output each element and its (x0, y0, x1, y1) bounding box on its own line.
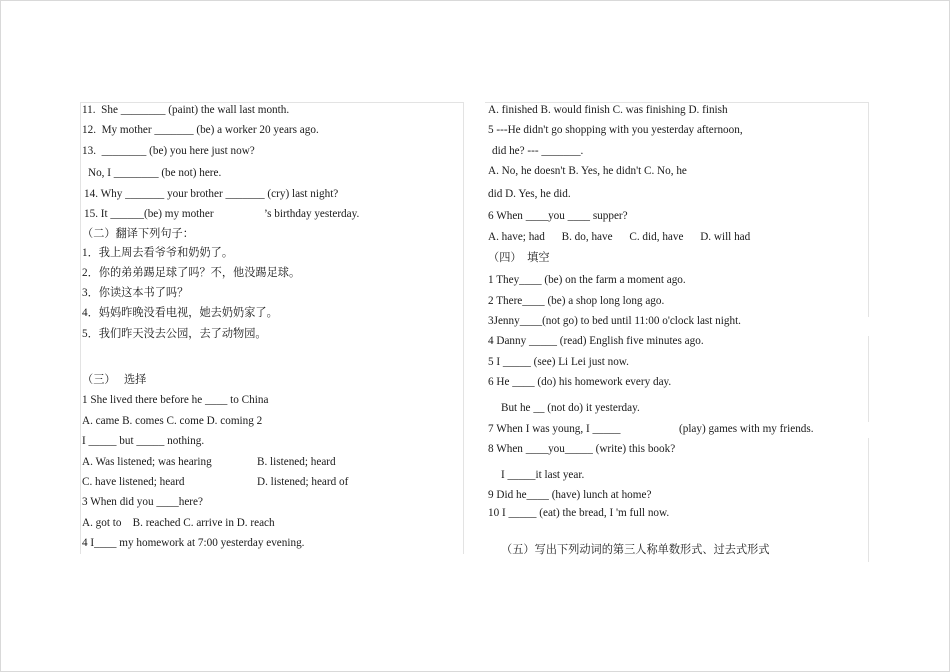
fill-10: 10 I _____ (eat) the bread, I 'm full now. (488, 507, 670, 519)
left-column-right-rule (463, 102, 464, 554)
choice-2-option-c: C. have listened; heard (82, 476, 185, 488)
section-2-heading: （二）翻译下列句子： (82, 228, 194, 240)
choice-5-continued: did he? --- _______. (492, 145, 584, 157)
choice-6-options: A. have; had B. do, have C. did, have D. will had (488, 231, 751, 243)
choice-2: I _____ but _____ nothing. (82, 435, 205, 447)
fill-2: 2 There____ (be) a shop long long ago. (488, 295, 665, 307)
fill-6-continued: But he __ (not do) it yesterday. (501, 402, 640, 414)
choice-3-options: A. got to B. reached C. arrive in D. reach (82, 517, 275, 529)
section-4-heading: （四） 填空 (488, 252, 550, 264)
choice-5-options-line-1: A. No, he doesn't B. Yes, he didn't C. No, he (488, 165, 687, 177)
fill-1: 1 They____ (be) on the farm a moment ago. (488, 274, 686, 286)
fill-7-part-b: (play) games with my friends. (679, 423, 814, 435)
choice-5: 5 ---He didn't go shopping with you yesterday afternoon, (488, 124, 743, 136)
right-column-right-rule-upper (868, 102, 869, 317)
question-13-answer: No, I ________ (be not) here. (88, 167, 222, 179)
question-13: 13. ________ (be) you here just now? (82, 145, 255, 157)
question-11: 11. She ________ (paint) the wall last month. (82, 104, 290, 116)
right-column-right-rule-middle (868, 336, 869, 422)
translate-item-4: 4．妈妈昨晚没看电视，她去奶奶家了。 (82, 307, 278, 319)
question-14: 14. Why _______ your brother _______ (cry) last night? (84, 188, 339, 200)
choice-3: 3 When did you ____here? (82, 496, 203, 508)
right-column-right-rule-lower (868, 438, 869, 562)
question-15-part-b: ’s birthday yesterday. (264, 208, 360, 220)
choice-4: 4 I____ my homework at 7:00 yesterday evening. (82, 537, 305, 549)
translate-item-3: 3．你读这本书了吗？ (82, 287, 189, 299)
choice-1-options: A. came B. comes C. come D. coming 2 (82, 415, 263, 427)
choice-1: 1 She lived there before he ____ to China (82, 394, 269, 406)
question-12: 12. My mother _______ (be) a worker 20 years ago. (82, 124, 319, 136)
choice-4-options: A. finished B. would finish C. was finishing D. finish (488, 104, 728, 116)
fill-4: 4 Danny _____ (read) English five minutes ago. (488, 335, 704, 347)
fill-6: 6 He ____ (do) his homework every day. (488, 376, 672, 388)
choice-2-option-d: D. listened; heard of (257, 476, 349, 488)
translate-item-2: 2．你的弟弟踢足球了吗？不，他没踢足球。 (82, 267, 301, 279)
left-column-left-rule (80, 102, 81, 554)
fill-8: 8 When ____you_____ (write) this book? (488, 443, 676, 455)
choice-6: 6 When ____you ____ supper? (488, 210, 628, 222)
choice-5-options-line-2: did D. Yes, he did. (488, 188, 571, 200)
translate-item-1: 1．我上周去看爷爷和奶奶了。 (82, 247, 234, 259)
fill-7-part-a: 7 When I was young, I _____ (488, 423, 621, 435)
fill-3: 3Jenny____(not go) to bed until 11:00 o'clock last night. (488, 315, 741, 327)
translate-item-5: 5．我们昨天没去公园，去了动物园。 (82, 328, 267, 340)
choice-2-option-a: A. Was listened; was hearing (82, 456, 212, 468)
section-3-heading: （三） 选择 (82, 374, 147, 386)
choice-2-option-b: B. listened; heard (257, 456, 336, 468)
fill-9: 9 Did he____ (have) lunch at home? (488, 489, 652, 501)
fill-8-continued: I _____it last year. (501, 469, 585, 481)
fill-5: 5 I _____ (see) Li Lei just now. (488, 356, 629, 368)
question-15-part-a: 15. It ______(be) my mother (84, 208, 214, 220)
section-5-heading: （五）写出下列动词的第三人称单数形式、过去式形式 (501, 544, 770, 556)
